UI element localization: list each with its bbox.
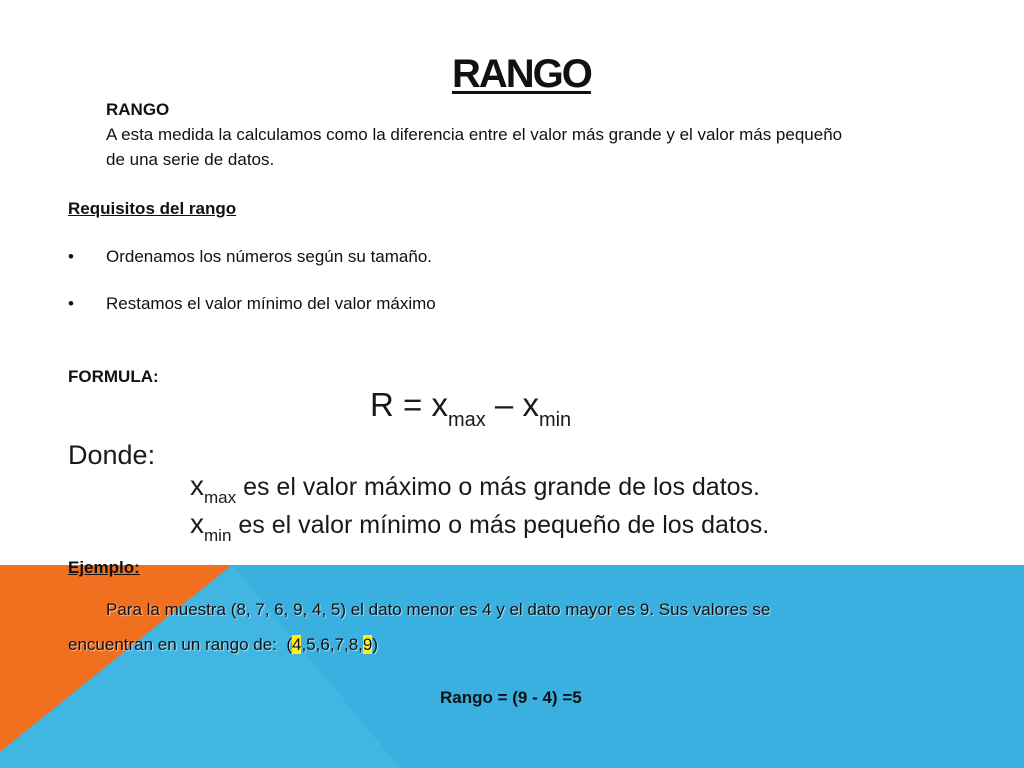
ejemplo-min-highlight: 4 [292, 635, 302, 654]
definition: A esta medida la calculamos como la diferencia entre el valor más grande y el valor más pequeño [106, 125, 843, 144]
ejemplo-heading: Ejemplo: [68, 558, 140, 577]
bullet-1 [68, 245, 433, 269]
def-min-var: x [190, 508, 204, 539]
bullet-1-text: Ordenamos los números según su tamaño. [106, 247, 433, 266]
def-max-var: x [190, 470, 204, 501]
result: Rango = (9 - 4) =5 [440, 688, 582, 707]
ejemplo-max-highlight: 9 [362, 635, 373, 654]
bullet-2 [68, 292, 436, 316]
subtitle: RANGO [106, 100, 170, 119]
ejemplo-mid: ,5,6,7,8, [301, 635, 363, 654]
def-max-text: es el valor máximo o más grande de los datos. [243, 473, 760, 501]
definition-continued: de una serie de datos. [106, 150, 275, 169]
formula-lhs: R = x [370, 386, 448, 423]
requisitos-heading: Requisitos del rango [68, 199, 237, 218]
formula-min-sub: min [538, 409, 572, 431]
formula-heading: FORMULA: [68, 367, 159, 386]
def-min-sub: min [204, 526, 232, 545]
def-min-text: es el valor mínimo o más pequeño de los datos. [238, 511, 770, 539]
ejemplo-prefix: encuentran en un rango de: ( [68, 635, 292, 654]
bullet-symbol: • [68, 247, 74, 266]
range-formula [370, 386, 571, 432]
bullet-symbol: • [68, 294, 74, 313]
formula-max-sub: max [447, 409, 486, 431]
ejemplo-line-2 [68, 633, 378, 657]
def-max [190, 470, 760, 508]
def-max-sub: max [204, 488, 237, 507]
bullet-2-text: Restamos el valor mínimo del valor máximo [106, 294, 436, 313]
donde-label: Donde: [68, 440, 156, 470]
def-min [190, 508, 769, 546]
ejemplo-line-1: Para la muestra (8, 7, 6, 9, 4, 5) el dato menor es 4 y el dato mayor es 9. Sus valores se [106, 600, 771, 619]
ejemplo-close: ) [372, 635, 379, 654]
formula-op: – x [485, 386, 539, 423]
slide-title: RANGO [452, 52, 591, 96]
